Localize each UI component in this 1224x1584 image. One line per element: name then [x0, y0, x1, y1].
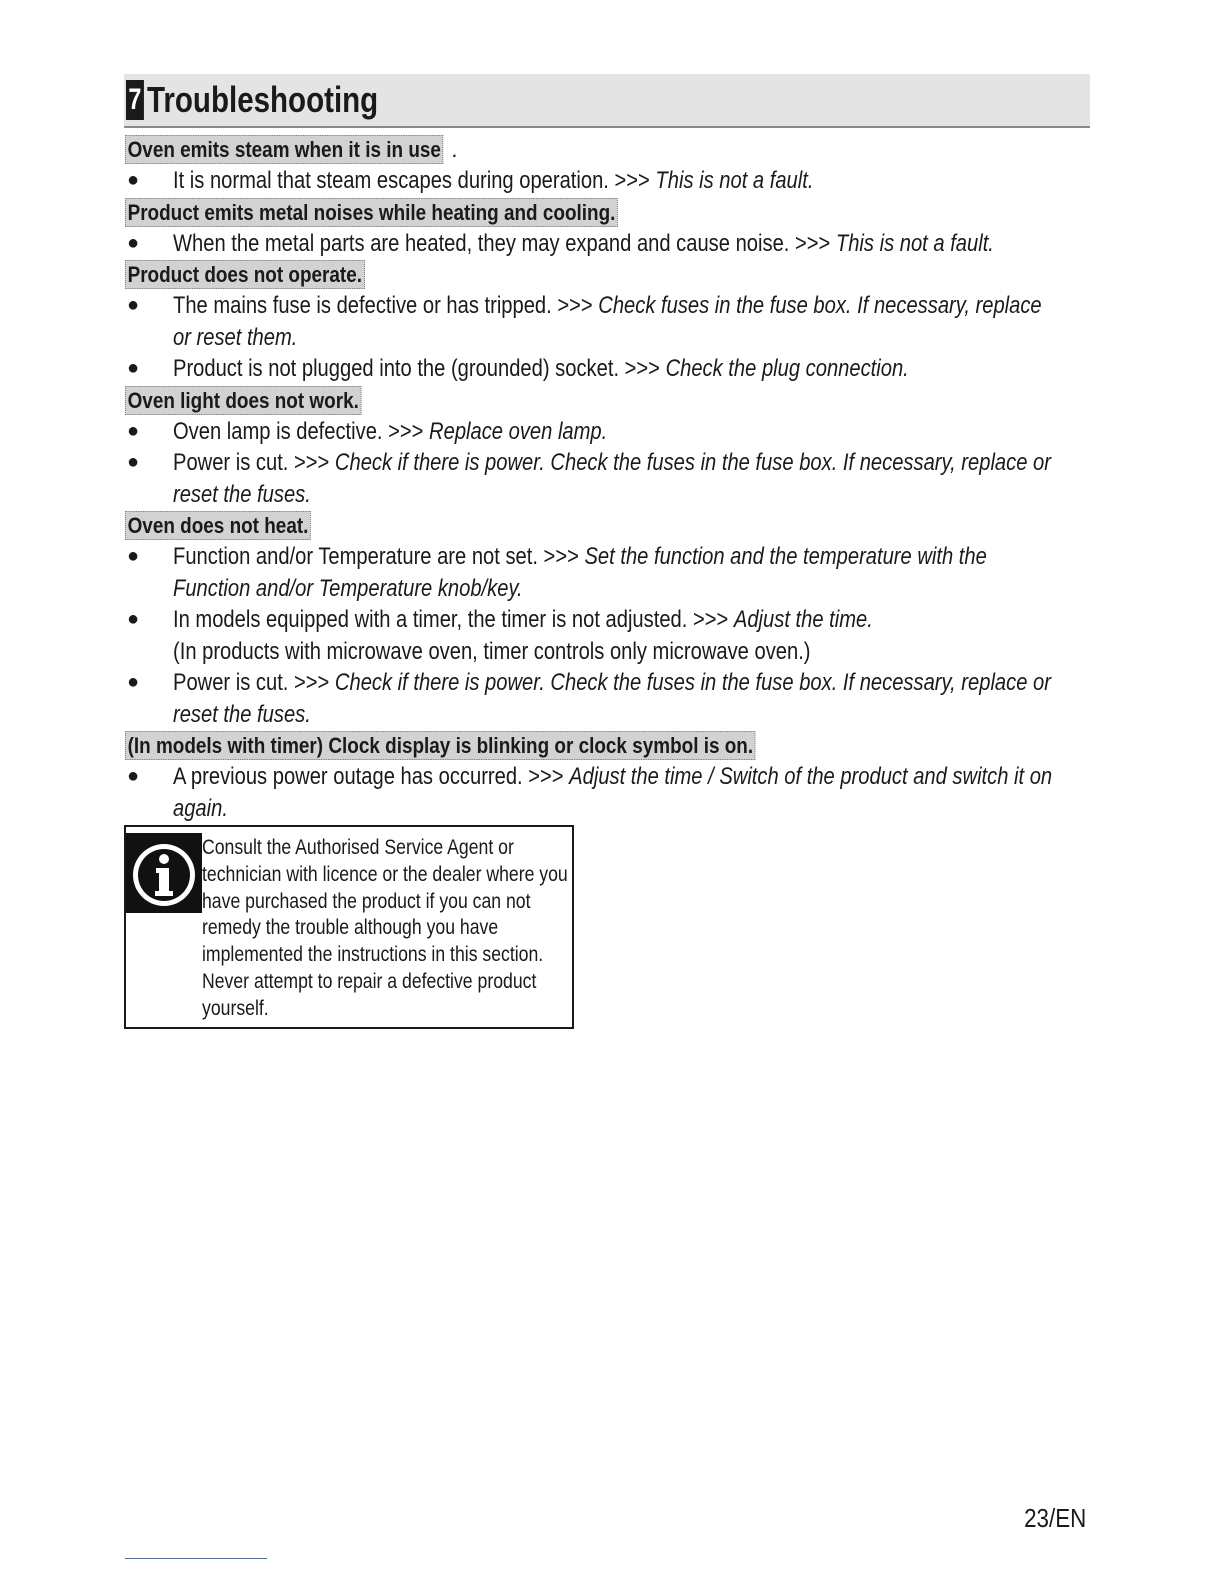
- footer-rule: [125, 1558, 267, 1559]
- cause-text: Power is cut. >>>: [173, 449, 335, 476]
- list-item: [125, 541, 1115, 604]
- issue-heading: (In models with timer) Clock display is blinking or clock symbol is on.: [125, 731, 756, 760]
- section-number: 7: [126, 80, 144, 120]
- cause-text: Product is not plugged into the (grounded) socket. >>>: [173, 355, 666, 382]
- bullet-icon: ●: [127, 608, 140, 630]
- list-item: [125, 290, 1115, 353]
- bullet-icon: ●: [127, 357, 140, 379]
- bullet-icon: ●: [127, 671, 140, 693]
- issue-heading: Oven emits steam when it is in use: [125, 135, 443, 164]
- issue-heading: Oven does not heat.: [125, 511, 311, 540]
- section-title: Troubleshooting: [146, 79, 378, 120]
- cause-text: When the metal parts are heated, they may expand and cause noise. >>>: [173, 229, 836, 257]
- cause-text: Power is cut. >>>: [173, 669, 335, 696]
- issue-heading: Oven light does not work.: [125, 386, 361, 415]
- info-icon: [126, 833, 202, 913]
- issue-does-not-operate: [125, 259, 1115, 385]
- fix-text: Check if there is power. Check the fuses in the fuse box. If necessary, replace or reset the fuses.: [173, 449, 1051, 508]
- issue-heading: Product emits metal noises while heating and cooling.: [125, 198, 618, 227]
- list-item: [125, 604, 1115, 667]
- issue-oven-light: [125, 385, 1115, 511]
- list-item: [125, 416, 1115, 448]
- bullet-icon: ●: [127, 231, 140, 254]
- page-number: 23/EN: [1023, 1503, 1086, 1533]
- issue-does-not-heat: [125, 510, 1115, 730]
- fix-text: This is not a fault.: [835, 229, 994, 257]
- cause-text: Function and/or Temperature are not set. >>>: [173, 543, 585, 570]
- cause-text: It is normal that steam escapes during operation. >>>: [173, 167, 656, 194]
- cause-text: The mains fuse is defective or has tripped. >>>: [173, 292, 599, 319]
- list-item: [125, 447, 1115, 510]
- info-text: Consult the Authorised Service Agent or technician with licence or the dealer where you have purchased the product if you can not remedy the trouble although you have implemented the instructions in this section. Never attempt to repair a defective product yourself.: [202, 836, 568, 1020]
- fix-text: Check fuses in the fuse box. If necessary, replace or reset them.: [173, 292, 1042, 351]
- list-item: [125, 353, 1115, 385]
- fix-text: Adjust the time.: [733, 606, 873, 633]
- bullet-icon: ●: [127, 545, 140, 567]
- section-header: [124, 74, 1090, 128]
- cause-text: In models equipped with a timer, the timer is not adjusted. >>>: [173, 606, 734, 633]
- bullet-icon: ●: [127, 451, 140, 473]
- issue-clock-blinking: [125, 730, 1115, 824]
- bullet-icon: ●: [127, 169, 140, 191]
- list-item: [125, 667, 1115, 730]
- list-item: [125, 761, 1115, 824]
- bullet-icon: ●: [127, 765, 140, 787]
- fix-text: Check if there is power. Check the fuses in the fuse box. If necessary, replace or reset the fuses.: [173, 669, 1051, 728]
- bullet-icon: ●: [127, 294, 140, 316]
- list-item: [125, 228, 1115, 260]
- bullet-icon: ●: [127, 419, 140, 442]
- fix-text: Replace oven lamp.: [429, 417, 608, 445]
- issue-heading: Product does not operate.: [125, 260, 365, 289]
- issue-metal-noises: [125, 197, 1115, 260]
- list-item: [125, 165, 1115, 197]
- fix-text: Adjust the time / Switch of the product and switch it on again.: [173, 763, 1053, 822]
- fix-text: This is not a fault.: [655, 167, 814, 194]
- note-text: (In products with microwave oven, timer controls only microwave oven.): [173, 637, 811, 665]
- info-box: [124, 825, 574, 1029]
- cause-text: Oven lamp is defective. >>>: [173, 417, 430, 445]
- fix-text: Check the plug connection.: [665, 355, 909, 382]
- cause-text: A previous power outage has occurred. >>>: [173, 763, 570, 790]
- issue-steam: [125, 134, 1115, 197]
- issue-heading-suffix: .: [451, 136, 458, 162]
- fix-text: Set the function and the temperature with the Function and/or Temperature knob/key.: [173, 543, 987, 602]
- troubleshooting-list: [125, 134, 1115, 824]
